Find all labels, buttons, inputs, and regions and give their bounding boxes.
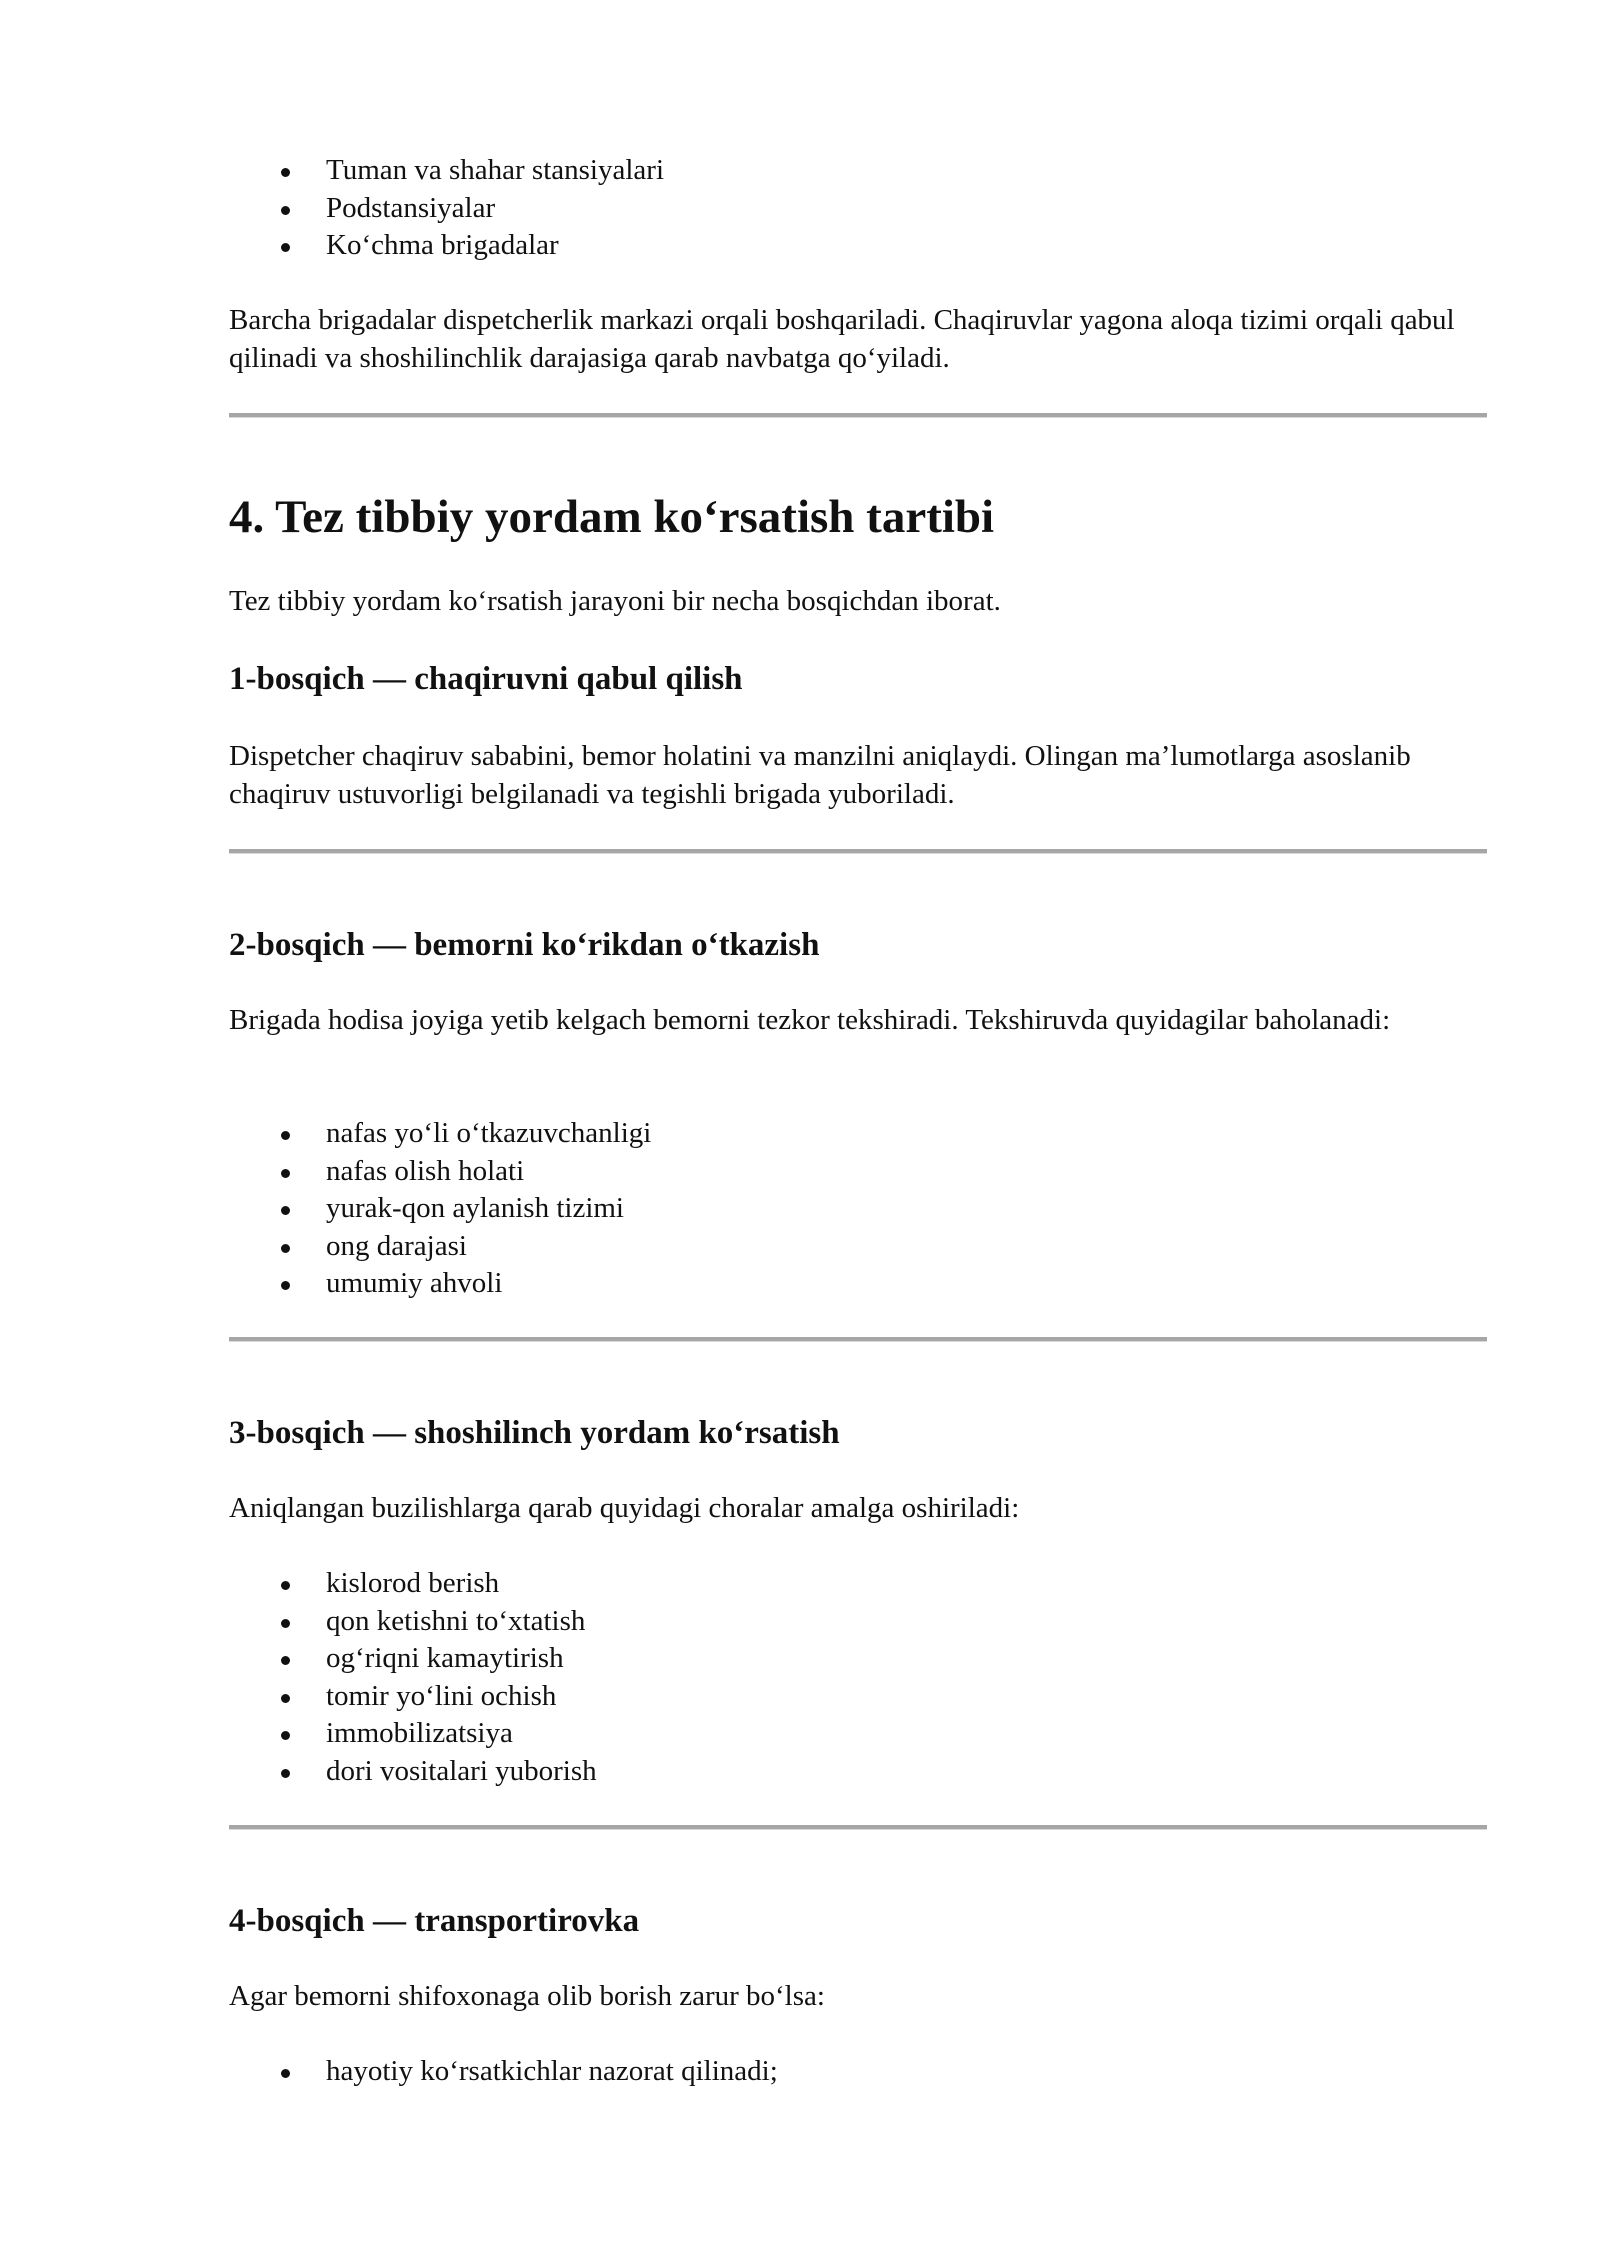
step-2-text: Brigada hodisa joyiga yetib kelgach bemorni tezkor tekshiradi. Tekshiruvda quyidagilar baholanadi: bbox=[229, 1004, 1391, 1036]
step-4-title: 4-bosqich — transportirovka bbox=[229, 1903, 640, 1939]
bullet-icon bbox=[281, 1619, 290, 1628]
bullet-icon bbox=[281, 2069, 290, 2078]
list-item: nafas yoʻli oʻtkazuvchanligi bbox=[229, 1115, 1487, 1153]
list-item: qon ketishni toʻxtatish bbox=[229, 1603, 1487, 1641]
list-item: ogʻriqni kamaytirish bbox=[229, 1640, 1487, 1678]
bullet-icon bbox=[281, 1769, 290, 1778]
step-divider bbox=[229, 1825, 1487, 1830]
list-item: yurak-qon aylanish tizimi bbox=[229, 1190, 1487, 1228]
section-title: 4. Tez tibbiy yordam koʻrsatish tartibi bbox=[229, 491, 995, 543]
bullet-icon bbox=[281, 243, 290, 252]
bullet-icon bbox=[281, 1131, 290, 1140]
step-divider bbox=[229, 1337, 1487, 1342]
section-divider bbox=[229, 413, 1487, 418]
bullet-icon bbox=[281, 1281, 290, 1290]
list-item: hayotiy koʻrsatkichlar nazorat qilinadi; bbox=[229, 2053, 1487, 2091]
bullet-icon bbox=[281, 1581, 290, 1590]
list-item: dori vositalari yuborish bbox=[229, 1753, 1487, 1791]
list-item: umumiy ahvoli bbox=[229, 1265, 1487, 1303]
station-types-list bbox=[229, 152, 1487, 265]
bullet-icon bbox=[281, 1731, 290, 1740]
step-1-text: Dispetcher chaqiruv sababini, bemor holatini va manzilni aniqlaydi. Olingan maʼlumotlarga asoslanib chaqiruv ustuvorligi belgilanadi va tegishli brigada yuboriladi. bbox=[229, 740, 1411, 810]
emergency-measures-list bbox=[229, 1565, 1487, 1790]
intro-paragraph: Barcha brigadalar dispetcherlik markazi orqali boshqariladi. Chaqiruvlar yagona aloqa tizimi orqali qabul qilinadi va shoshilinchlik darajasiga qarab navbatga qoʻyiladi. bbox=[229, 304, 1455, 374]
step-2-title: 2-bosqich — bemorni koʻrikdan oʻtkazish bbox=[229, 927, 820, 963]
section-lead: Tez tibbiy yordam koʻrsatish jarayoni bir necha bosqichdan iborat. bbox=[229, 585, 1001, 617]
bullet-icon bbox=[281, 1656, 290, 1665]
step-3-text: Aniqlangan buzilishlarga qarab quyidagi choralar amalga oshiriladi: bbox=[229, 1492, 1020, 1524]
list-item: tomir yoʻlini ochish bbox=[229, 1678, 1487, 1716]
list-item: nafas olish holati bbox=[229, 1153, 1487, 1191]
bullet-icon bbox=[281, 1169, 290, 1178]
step-divider bbox=[229, 849, 1487, 854]
bullet-icon bbox=[281, 168, 290, 177]
bullet-icon bbox=[281, 206, 290, 215]
assessment-list bbox=[229, 1115, 1487, 1303]
list-item: Tuman va shahar stansiyalari bbox=[229, 152, 1487, 190]
bullet-icon bbox=[281, 1694, 290, 1703]
step-4-text: Agar bemorni shifoxonaga olib borish zarur boʻlsa: bbox=[229, 1980, 825, 2012]
list-item: immobilizatsiya bbox=[229, 1715, 1487, 1753]
bullet-icon bbox=[281, 1244, 290, 1253]
list-item: Koʻchma brigadalar bbox=[229, 227, 1487, 265]
list-item: ong darajasi bbox=[229, 1228, 1487, 1266]
step-3-title: 3-bosqich — shoshilinch yordam koʻrsatish bbox=[229, 1415, 840, 1451]
list-item: Podstansiyalar bbox=[229, 190, 1487, 228]
transport-list bbox=[229, 2053, 1487, 2091]
step-1-title: 1-bosqich — chaqiruvni qabul qilish bbox=[229, 661, 743, 697]
list-item: kislorod berish bbox=[229, 1565, 1487, 1603]
bullet-icon bbox=[281, 1206, 290, 1215]
